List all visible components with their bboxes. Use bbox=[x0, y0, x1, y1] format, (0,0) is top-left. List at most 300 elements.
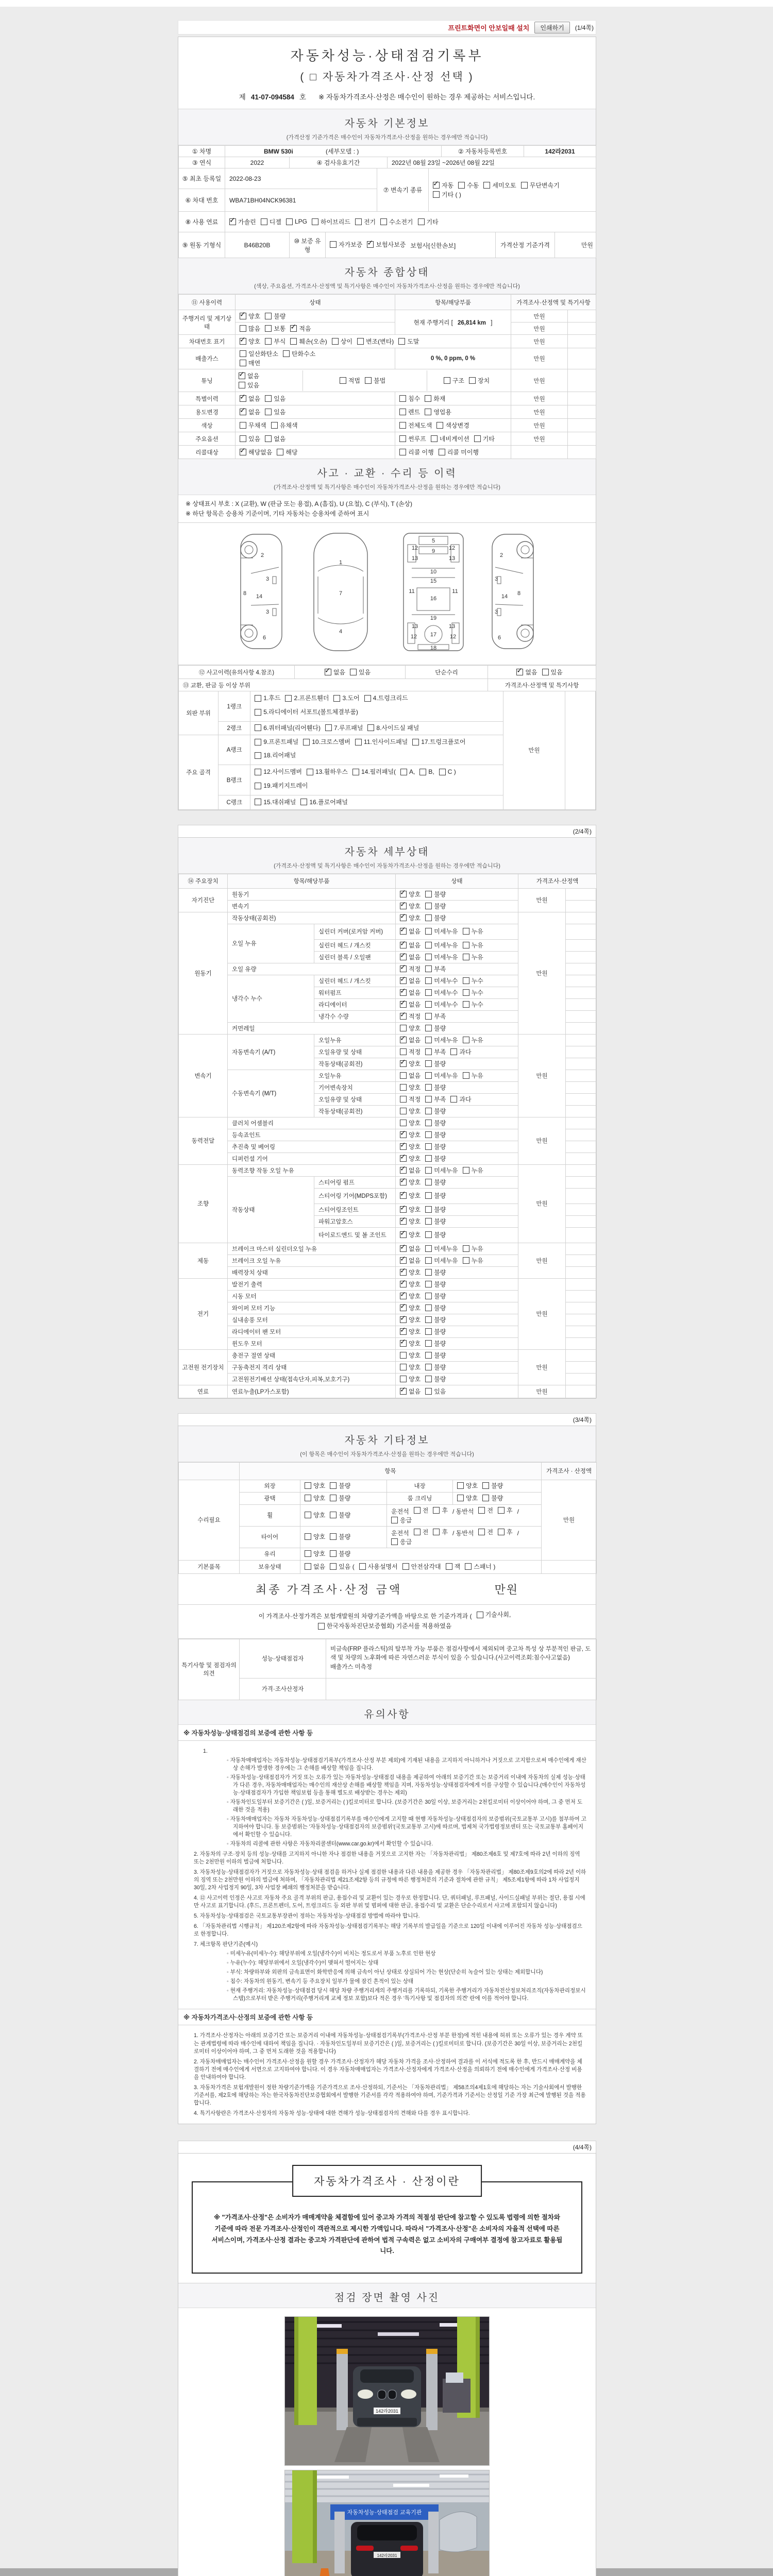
check-option[interactable] bbox=[425, 953, 458, 961]
check-option[interactable] bbox=[355, 217, 376, 226]
checkbox[interactable] bbox=[305, 1482, 311, 1489]
check-option[interactable] bbox=[400, 1363, 421, 1371]
checkbox[interactable] bbox=[516, 669, 523, 675]
check-option[interactable] bbox=[425, 1024, 446, 1032]
check-option[interactable] bbox=[400, 976, 421, 985]
checkbox[interactable] bbox=[255, 799, 261, 805]
check-option[interactable] bbox=[300, 798, 348, 806]
check-option[interactable] bbox=[330, 1481, 350, 1490]
checkbox[interactable] bbox=[400, 1245, 407, 1252]
check-option[interactable] bbox=[365, 376, 385, 385]
checkbox[interactable] bbox=[303, 739, 310, 745]
checkbox[interactable] bbox=[265, 435, 272, 442]
check-option[interactable] bbox=[482, 1481, 503, 1490]
check-option[interactable] bbox=[290, 324, 311, 333]
check-option[interactable] bbox=[478, 1506, 493, 1515]
check-option[interactable] bbox=[400, 1339, 421, 1348]
checkbox[interactable] bbox=[425, 903, 432, 909]
checkbox[interactable] bbox=[425, 1155, 432, 1162]
checkbox[interactable] bbox=[425, 928, 432, 935]
checkbox[interactable] bbox=[400, 1060, 407, 1067]
check-option[interactable] bbox=[325, 723, 363, 732]
check-option[interactable] bbox=[400, 1375, 421, 1383]
checkbox[interactable] bbox=[433, 1507, 440, 1514]
checkbox[interactable] bbox=[391, 1538, 398, 1545]
checkbox[interactable] bbox=[463, 1037, 469, 1043]
checkbox[interactable] bbox=[330, 1533, 337, 1540]
checkbox[interactable] bbox=[255, 724, 261, 731]
check-option[interactable] bbox=[318, 1621, 452, 1631]
check-option[interactable] bbox=[400, 941, 421, 950]
check-option[interactable] bbox=[400, 1217, 421, 1226]
check-option[interactable] bbox=[400, 1292, 421, 1300]
checkbox[interactable] bbox=[355, 739, 362, 745]
checkbox[interactable] bbox=[419, 769, 426, 775]
checkbox[interactable] bbox=[265, 313, 272, 319]
check-option[interactable] bbox=[457, 1481, 478, 1490]
checkbox[interactable] bbox=[474, 435, 481, 442]
checkbox[interactable] bbox=[446, 1563, 452, 1570]
check-option[interactable] bbox=[240, 337, 260, 346]
checkbox[interactable] bbox=[399, 435, 406, 442]
check-option[interactable] bbox=[463, 1166, 483, 1175]
checkbox[interactable] bbox=[433, 182, 440, 189]
check-option[interactable] bbox=[425, 1217, 446, 1226]
check-option[interactable] bbox=[400, 1012, 421, 1021]
checkbox[interactable] bbox=[330, 1563, 337, 1570]
check-option[interactable] bbox=[367, 240, 406, 249]
check-option[interactable] bbox=[359, 1562, 398, 1571]
checkbox[interactable] bbox=[400, 1131, 407, 1138]
checkbox[interactable] bbox=[399, 449, 406, 455]
checkbox[interactable] bbox=[330, 1550, 337, 1557]
print-button[interactable]: 인쇄하기 bbox=[534, 22, 569, 33]
check-option[interactable] bbox=[367, 723, 419, 732]
check-option[interactable] bbox=[255, 692, 280, 704]
checkbox[interactable] bbox=[318, 1623, 325, 1630]
check-option[interactable] bbox=[400, 913, 421, 922]
checkbox[interactable] bbox=[283, 350, 290, 357]
checkbox[interactable] bbox=[239, 372, 245, 379]
checkbox[interactable] bbox=[305, 1512, 311, 1518]
check-option[interactable] bbox=[458, 181, 479, 190]
check-option[interactable] bbox=[400, 988, 421, 997]
checkbox[interactable] bbox=[400, 942, 407, 948]
check-option[interactable] bbox=[433, 1506, 448, 1515]
checkbox[interactable] bbox=[271, 422, 278, 429]
checkbox[interactable] bbox=[478, 1529, 485, 1535]
checkbox[interactable] bbox=[240, 449, 246, 455]
checkbox[interactable] bbox=[400, 1001, 407, 1008]
check-option[interactable] bbox=[400, 1280, 421, 1289]
checkbox[interactable] bbox=[425, 1245, 432, 1252]
checkbox[interactable] bbox=[400, 1340, 407, 1347]
check-option[interactable] bbox=[439, 766, 456, 778]
check-option[interactable] bbox=[463, 1244, 483, 1253]
checkbox[interactable] bbox=[542, 669, 549, 675]
checkbox[interactable] bbox=[425, 409, 431, 415]
checkbox[interactable] bbox=[482, 1482, 489, 1489]
check-option[interactable] bbox=[265, 312, 285, 320]
checkbox[interactable] bbox=[463, 1001, 469, 1008]
check-option[interactable] bbox=[391, 1537, 412, 1546]
check-option[interactable] bbox=[425, 1327, 446, 1336]
checkbox[interactable] bbox=[261, 218, 267, 225]
check-option[interactable] bbox=[463, 927, 483, 936]
checkbox[interactable] bbox=[457, 1495, 464, 1501]
check-option[interactable] bbox=[398, 337, 419, 346]
check-option[interactable] bbox=[255, 706, 358, 718]
checkbox[interactable] bbox=[412, 739, 419, 745]
checkbox[interactable] bbox=[240, 338, 246, 345]
check-option[interactable] bbox=[400, 1351, 421, 1360]
checkbox[interactable] bbox=[240, 422, 246, 429]
check-option[interactable] bbox=[399, 421, 432, 430]
checkbox[interactable] bbox=[425, 1037, 432, 1043]
check-option[interactable] bbox=[433, 181, 453, 190]
checkbox[interactable] bbox=[418, 218, 425, 225]
check-option[interactable] bbox=[400, 1315, 421, 1324]
check-option[interactable] bbox=[357, 337, 394, 346]
check-option[interactable] bbox=[425, 976, 458, 985]
check-option[interactable] bbox=[439, 448, 479, 456]
checkbox[interactable] bbox=[400, 1072, 407, 1079]
checkbox[interactable] bbox=[425, 1025, 432, 1031]
check-option[interactable] bbox=[425, 1130, 446, 1139]
checkbox[interactable] bbox=[290, 338, 297, 345]
check-option[interactable] bbox=[283, 349, 315, 358]
check-option[interactable] bbox=[400, 1303, 421, 1312]
checkbox[interactable] bbox=[399, 395, 406, 402]
check-option[interactable] bbox=[425, 1268, 446, 1277]
checkbox[interactable] bbox=[400, 1096, 407, 1103]
checkbox[interactable] bbox=[400, 1155, 407, 1162]
check-option[interactable] bbox=[271, 421, 298, 430]
check-option[interactable] bbox=[425, 1000, 458, 1009]
check-option[interactable] bbox=[433, 190, 461, 199]
check-option[interactable] bbox=[286, 218, 307, 225]
check-option[interactable] bbox=[425, 1363, 446, 1371]
check-option[interactable] bbox=[305, 1562, 325, 1571]
check-option[interactable] bbox=[255, 750, 296, 761]
checkbox[interactable] bbox=[431, 435, 438, 442]
check-option[interactable] bbox=[478, 1528, 493, 1536]
checkbox[interactable] bbox=[400, 1025, 407, 1031]
checkbox[interactable] bbox=[400, 1179, 407, 1185]
checkbox[interactable] bbox=[400, 891, 407, 897]
check-option[interactable] bbox=[305, 1532, 325, 1541]
checkbox[interactable] bbox=[498, 1507, 505, 1514]
check-option[interactable] bbox=[400, 1178, 421, 1187]
checkbox[interactable] bbox=[400, 1218, 407, 1225]
check-option[interactable] bbox=[400, 1256, 421, 1265]
checkbox[interactable] bbox=[425, 1072, 432, 1079]
check-option[interactable] bbox=[400, 1191, 421, 1200]
check-option[interactable] bbox=[240, 349, 278, 358]
check-option[interactable] bbox=[425, 988, 458, 997]
check-option[interactable] bbox=[400, 927, 421, 936]
check-option[interactable] bbox=[425, 1280, 446, 1289]
checkbox[interactable] bbox=[465, 1563, 472, 1570]
check-option[interactable] bbox=[261, 217, 281, 226]
check-option[interactable] bbox=[444, 376, 464, 385]
checkbox[interactable] bbox=[325, 724, 332, 731]
checkbox[interactable] bbox=[425, 1352, 432, 1359]
check-option[interactable] bbox=[425, 1230, 446, 1239]
check-option[interactable] bbox=[425, 1256, 458, 1265]
check-option[interactable] bbox=[312, 217, 350, 226]
checkbox[interactable] bbox=[400, 1167, 407, 1174]
checkbox[interactable] bbox=[450, 1048, 457, 1055]
check-option[interactable] bbox=[400, 1000, 421, 1009]
check-option[interactable] bbox=[425, 1118, 446, 1127]
checkbox[interactable] bbox=[400, 1206, 407, 1213]
checkbox[interactable] bbox=[352, 769, 359, 775]
checkbox[interactable] bbox=[425, 1281, 432, 1287]
checkbox[interactable] bbox=[255, 783, 261, 789]
checkbox[interactable] bbox=[400, 1231, 407, 1238]
checkbox[interactable] bbox=[477, 1612, 483, 1618]
check-option[interactable] bbox=[400, 890, 421, 899]
check-option[interactable] bbox=[380, 217, 413, 226]
checkbox[interactable] bbox=[478, 1507, 485, 1514]
check-option[interactable] bbox=[400, 766, 415, 778]
check-option[interactable] bbox=[399, 448, 434, 456]
checkbox[interactable] bbox=[425, 395, 431, 402]
checkbox[interactable] bbox=[400, 769, 407, 775]
checkbox[interactable] bbox=[463, 1072, 469, 1079]
check-option[interactable] bbox=[400, 1230, 421, 1239]
check-option[interactable] bbox=[425, 1315, 446, 1324]
check-option[interactable] bbox=[400, 964, 421, 973]
checkbox[interactable] bbox=[425, 1192, 432, 1199]
check-option[interactable] bbox=[400, 953, 421, 961]
check-option[interactable] bbox=[255, 723, 321, 732]
check-option[interactable] bbox=[425, 927, 458, 936]
checkbox[interactable] bbox=[398, 338, 405, 345]
checkbox[interactable] bbox=[400, 1316, 407, 1323]
check-option[interactable] bbox=[542, 668, 563, 676]
check-option[interactable] bbox=[425, 1154, 446, 1163]
checkbox[interactable] bbox=[400, 914, 407, 921]
checkbox[interactable] bbox=[414, 1529, 421, 1535]
check-option[interactable] bbox=[240, 408, 260, 416]
check-option[interactable] bbox=[463, 976, 483, 985]
check-option[interactable] bbox=[240, 421, 266, 430]
checkbox[interactable] bbox=[307, 769, 313, 775]
checkbox[interactable] bbox=[399, 409, 406, 415]
checkbox[interactable] bbox=[400, 1328, 407, 1335]
checkbox[interactable] bbox=[239, 382, 245, 388]
check-option[interactable] bbox=[482, 1494, 503, 1502]
checkbox[interactable] bbox=[458, 182, 465, 189]
checkbox[interactable] bbox=[425, 1013, 432, 1020]
checkbox[interactable] bbox=[463, 1257, 469, 1264]
checkbox[interactable] bbox=[355, 218, 362, 225]
checkbox[interactable] bbox=[425, 1131, 432, 1138]
checkbox[interactable] bbox=[469, 377, 476, 384]
checkbox[interactable] bbox=[414, 1507, 421, 1514]
check-option[interactable] bbox=[450, 1095, 471, 1104]
check-option[interactable] bbox=[463, 1071, 483, 1080]
checkbox[interactable] bbox=[255, 752, 261, 759]
checkbox[interactable] bbox=[380, 218, 387, 225]
checkbox[interactable] bbox=[400, 1364, 407, 1370]
checkbox[interactable] bbox=[359, 1563, 366, 1570]
checkbox[interactable] bbox=[425, 1108, 432, 1114]
checkbox[interactable] bbox=[400, 1269, 407, 1276]
check-option[interactable] bbox=[240, 324, 260, 333]
checkbox[interactable] bbox=[400, 1108, 407, 1114]
checkbox[interactable] bbox=[305, 1495, 311, 1501]
check-option[interactable] bbox=[425, 890, 446, 899]
checkbox[interactable] bbox=[425, 1293, 432, 1299]
check-option[interactable] bbox=[400, 1166, 421, 1175]
check-option[interactable] bbox=[400, 1024, 421, 1032]
check-option[interactable] bbox=[330, 1549, 350, 1558]
check-option[interactable] bbox=[463, 1036, 483, 1044]
check-option[interactable] bbox=[303, 736, 350, 748]
check-option[interactable] bbox=[400, 1095, 421, 1104]
checkbox[interactable] bbox=[305, 1563, 311, 1570]
checkbox[interactable] bbox=[400, 1304, 407, 1311]
check-option[interactable] bbox=[425, 913, 446, 922]
checkbox[interactable] bbox=[400, 1013, 407, 1020]
check-option[interactable] bbox=[425, 1059, 446, 1068]
checkbox[interactable] bbox=[400, 1084, 407, 1091]
checkbox[interactable] bbox=[425, 1084, 432, 1091]
checkbox[interactable] bbox=[305, 1533, 311, 1540]
check-option[interactable] bbox=[425, 1303, 446, 1312]
check-option[interactable] bbox=[425, 1095, 446, 1104]
checkbox[interactable] bbox=[300, 799, 307, 805]
checkbox[interactable] bbox=[400, 965, 407, 972]
check-option[interactable] bbox=[425, 1191, 446, 1200]
check-option[interactable] bbox=[425, 1012, 446, 1021]
checkbox[interactable] bbox=[400, 1120, 407, 1126]
checkbox[interactable] bbox=[265, 325, 272, 332]
install-notice[interactable]: 프린트화면이 안보일때 설치 bbox=[448, 24, 530, 32]
checkbox[interactable] bbox=[240, 350, 246, 357]
checkbox[interactable] bbox=[439, 769, 446, 775]
check-option[interactable] bbox=[414, 1528, 429, 1536]
checkbox[interactable] bbox=[400, 928, 407, 935]
check-option[interactable] bbox=[265, 434, 285, 443]
checkbox[interactable] bbox=[444, 377, 450, 384]
check-option[interactable] bbox=[400, 1244, 421, 1253]
checkbox[interactable] bbox=[463, 954, 469, 960]
check-option[interactable] bbox=[239, 381, 259, 389]
check-option[interactable] bbox=[400, 902, 421, 910]
checkbox[interactable] bbox=[425, 1120, 432, 1126]
checkbox[interactable] bbox=[400, 1376, 407, 1382]
checkbox[interactable] bbox=[400, 1293, 407, 1299]
check-option[interactable] bbox=[400, 1036, 421, 1044]
checkbox[interactable] bbox=[433, 1529, 440, 1535]
checkbox[interactable] bbox=[425, 1001, 432, 1008]
check-option[interactable] bbox=[425, 1166, 458, 1175]
check-option[interactable] bbox=[355, 736, 408, 748]
check-option[interactable] bbox=[425, 1387, 446, 1396]
checkbox[interactable] bbox=[463, 1245, 469, 1252]
checkbox[interactable] bbox=[255, 739, 261, 745]
check-option[interactable] bbox=[463, 953, 483, 961]
check-option[interactable] bbox=[418, 217, 439, 226]
check-option[interactable] bbox=[425, 1205, 446, 1214]
check-option[interactable] bbox=[450, 1047, 471, 1056]
check-option[interactable] bbox=[277, 448, 297, 456]
checkbox[interactable] bbox=[400, 1257, 407, 1264]
check-option[interactable] bbox=[414, 1506, 429, 1515]
checkbox[interactable] bbox=[240, 409, 246, 415]
check-option[interactable] bbox=[400, 1083, 421, 1092]
check-option[interactable] bbox=[399, 394, 420, 403]
check-option[interactable] bbox=[240, 434, 260, 443]
checkbox[interactable] bbox=[400, 1352, 407, 1359]
check-option[interactable] bbox=[463, 1256, 483, 1265]
checkbox[interactable] bbox=[425, 954, 432, 960]
check-option[interactable] bbox=[240, 312, 260, 320]
checkbox[interactable] bbox=[265, 409, 272, 415]
check-option[interactable] bbox=[255, 780, 308, 792]
check-option[interactable] bbox=[425, 1142, 446, 1151]
check-option[interactable] bbox=[265, 394, 285, 403]
checkbox[interactable] bbox=[305, 1550, 311, 1557]
checkbox[interactable] bbox=[229, 218, 236, 225]
check-option[interactable] bbox=[457, 1494, 478, 1502]
check-option[interactable] bbox=[399, 408, 420, 416]
check-option[interactable] bbox=[340, 376, 360, 385]
checkbox[interactable] bbox=[425, 1328, 432, 1335]
check-option[interactable] bbox=[425, 1071, 458, 1080]
checkbox[interactable] bbox=[240, 325, 246, 332]
checkbox[interactable] bbox=[255, 769, 261, 775]
checkbox[interactable] bbox=[521, 182, 528, 189]
checkbox[interactable] bbox=[325, 669, 331, 675]
check-option[interactable] bbox=[350, 668, 371, 676]
checkbox[interactable] bbox=[425, 1048, 432, 1055]
checkbox[interactable] bbox=[286, 218, 293, 225]
check-option[interactable] bbox=[229, 217, 256, 226]
check-option[interactable] bbox=[463, 988, 483, 997]
check-option[interactable] bbox=[265, 324, 285, 333]
checkbox[interactable] bbox=[330, 1482, 337, 1489]
check-option[interactable] bbox=[285, 692, 329, 704]
check-option[interactable] bbox=[240, 359, 260, 367]
check-option[interactable] bbox=[477, 1610, 511, 1620]
checkbox[interactable] bbox=[400, 1143, 407, 1150]
checkbox[interactable] bbox=[365, 377, 372, 384]
checkbox[interactable] bbox=[425, 1364, 432, 1370]
check-option[interactable] bbox=[483, 181, 516, 190]
checkbox[interactable] bbox=[400, 977, 407, 984]
check-option[interactable] bbox=[305, 1494, 325, 1502]
checkbox[interactable] bbox=[332, 338, 339, 345]
check-option[interactable] bbox=[330, 1532, 350, 1541]
check-option[interactable] bbox=[400, 1154, 421, 1163]
check-option[interactable] bbox=[463, 1000, 483, 1009]
checkbox[interactable] bbox=[265, 395, 272, 402]
check-option[interactable] bbox=[425, 394, 445, 403]
checkbox[interactable] bbox=[265, 338, 272, 345]
check-option[interactable] bbox=[305, 1549, 325, 1558]
check-option[interactable] bbox=[333, 692, 359, 704]
check-option[interactable] bbox=[400, 1205, 421, 1214]
check-option[interactable] bbox=[325, 668, 345, 676]
check-option[interactable] bbox=[436, 421, 469, 430]
checkbox[interactable] bbox=[425, 1218, 432, 1225]
check-option[interactable] bbox=[465, 1562, 495, 1571]
